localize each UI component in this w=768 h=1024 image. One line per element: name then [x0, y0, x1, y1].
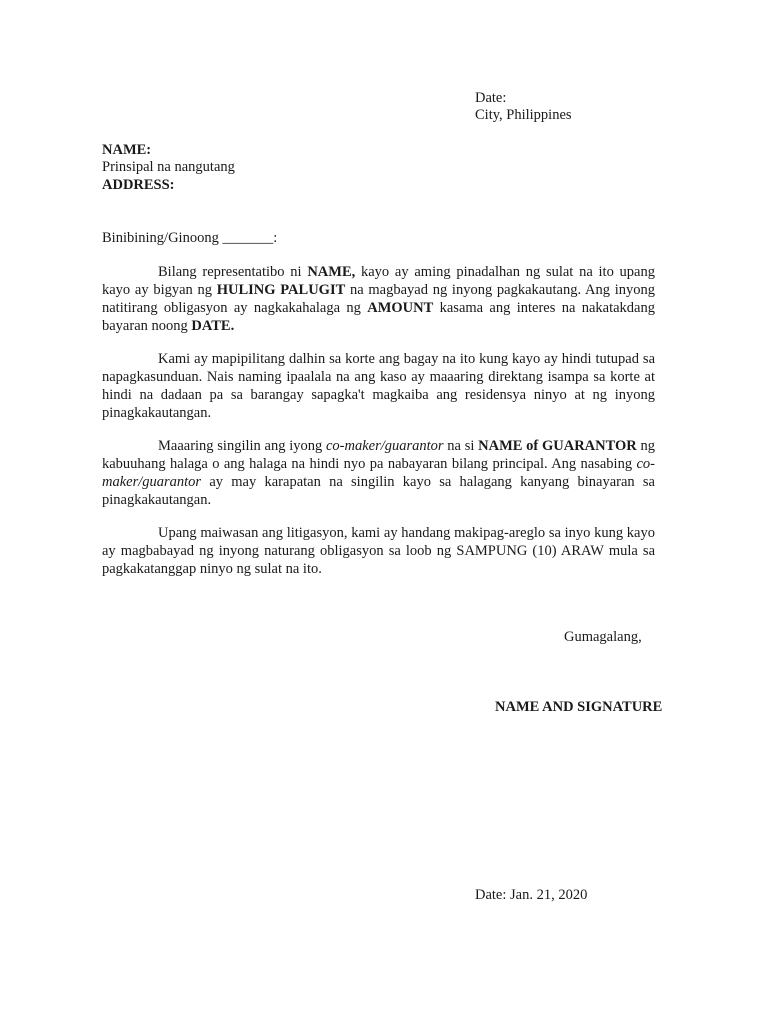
bold-text: AMOUNT [367, 300, 434, 316]
body-text: Kami ay mapipilitang dalhin sa korte ang bagay na ito kung kayo ay hindi tutupad sa napagkasunduan. Nais naming ipaalala na ang kaso ay maaaring direktang isampa sa korte at hindi na dadaan pa sa barangay sapagka't magkaiba ang residensya ninyo at ng inyong pinagkakautangan. [102, 351, 655, 421]
footer-date: Date: Jan. 21, 2020 [475, 887, 588, 903]
paragraph-3 [102, 437, 655, 509]
paragraph-1 [102, 263, 655, 335]
body-text: na magbayad ng inyong pagkakautang. Ang inyong natitirang obligasyon ay nagkakahalaga ng [102, 282, 655, 316]
paragraph-4 [102, 524, 655, 578]
header-city: City, Philippines [475, 107, 572, 123]
salutation: Binibining/Ginoong _______: [102, 230, 278, 246]
header-date-label: Date: [475, 90, 507, 106]
body-text: Bilang representatibo ni [158, 264, 308, 280]
body-text: kayo ay aming pinadalhan ng sulat na ito upang kayo ay bigyan ng [102, 264, 655, 298]
signature-line: NAME AND SIGNATURE [495, 699, 663, 715]
bold-text: HULING PALUGIT [216, 282, 346, 298]
recipient-role: Prinsipal na nangutang [102, 159, 235, 175]
body-text: na si [443, 438, 479, 454]
body-text: kasama ang interes na nakatakdang bayaran noong [102, 300, 655, 334]
bold-text: DATE. [191, 318, 235, 334]
italic-text: co-maker/guarantor [325, 438, 444, 454]
closing: Gumagalang, [564, 629, 642, 645]
body-text: Maaaring singilin ang iyong [158, 438, 326, 454]
recipient-address-label: ADDRESS: [102, 177, 175, 193]
paragraph-2 [102, 350, 655, 422]
bold-text: NAME of GUARANTOR [478, 438, 637, 454]
body-text: ay may karapatan na singilin kayo sa halagang kanyang binayaran sa pinagkakautangan. [102, 474, 655, 508]
italic-text: co-maker/guarantor [102, 456, 655, 490]
bold-text: NAME, [307, 264, 356, 280]
recipient-name-label: NAME: [102, 142, 152, 158]
body-text: ng kabuuhang halaga o ang halaga na hindi nyo pa nabayaran bilang principal. Ang nasabing [102, 438, 655, 472]
body-text: Upang maiwasan ang litigasyon, kami ay handang makipag-areglo sa inyo kung kayo ay magbabayad ng inyong naturang obligasyon sa loob ng SAMPUNG (10) ARAW mula sa pagkakatanggap ninyo ng sulat na ito. [102, 525, 655, 577]
